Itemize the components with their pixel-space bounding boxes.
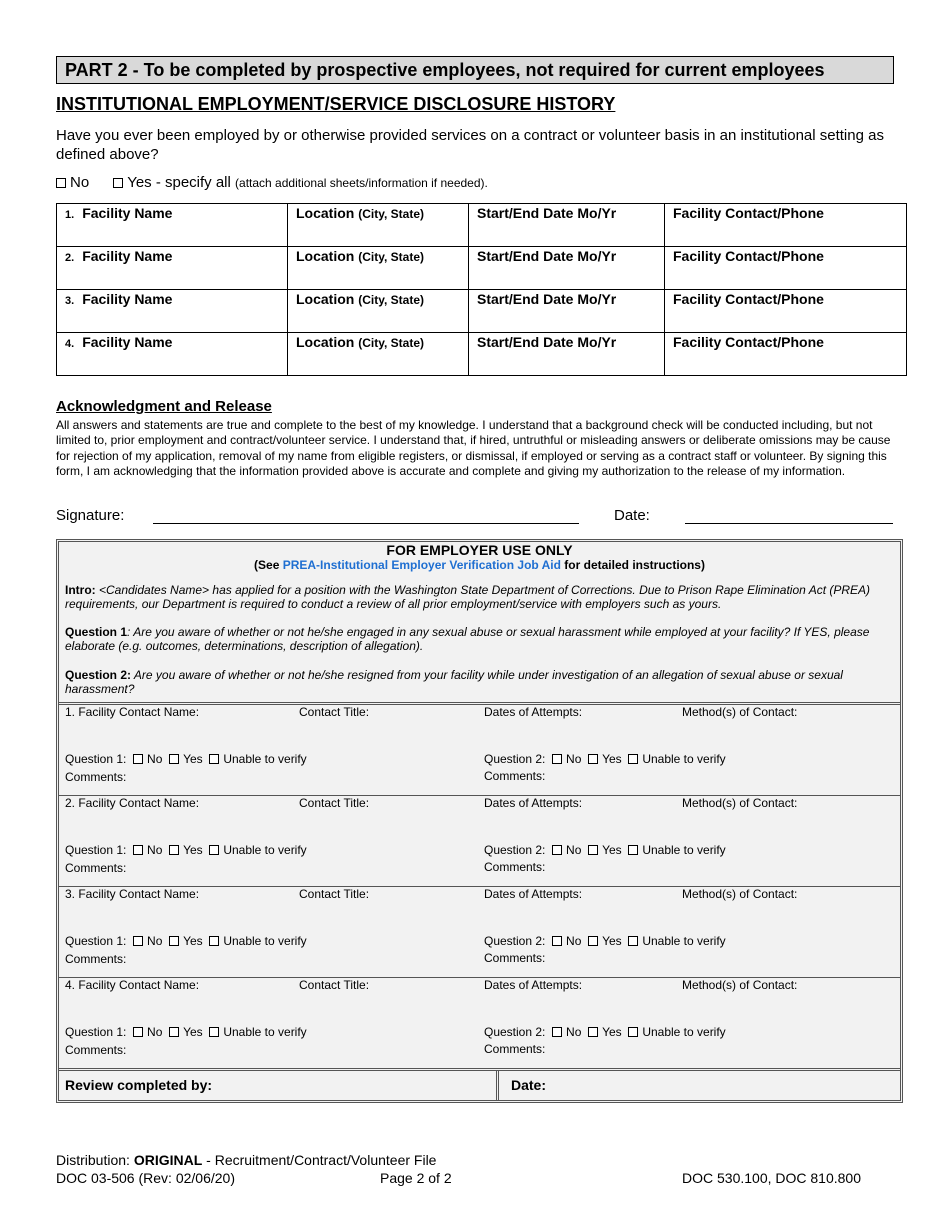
facility-name-label: Facility Name [82,248,173,264]
dates-label: Start/End Date Mo/Yr [477,205,617,221]
review-completed-label: Review completed by: [65,1077,213,1093]
dates-of-attempts-label: Dates of Attempts: [484,887,583,901]
opt-no: No [566,752,582,766]
facility-row [57,204,907,247]
q1-unable-checkbox[interactable] [209,754,219,764]
q1-no-checkbox[interactable] [133,845,143,855]
location-cell[interactable] [288,247,469,290]
opt-yes: Yes [183,752,203,766]
opt-yes: Yes [602,934,622,948]
question1-paragraph [65,625,885,653]
location-cell[interactable] [288,290,469,333]
opt-unable: Unable to verify [642,843,726,857]
question2-label: Question 2: [484,1025,546,1039]
policy-numbers: DOC 530.100, DOC 810.800 [682,1170,861,1186]
dates-cell[interactable] [469,290,665,333]
contact-block [58,796,901,887]
ack-body: All answers and statements are true and complete to the best of my knowledge. I understand that a background check will be conducted including, but not limited to, prior employment and contract/volunteer service. I understand that, if hired, untruthful or misleading answers or deliberate omissions may be cause for rejection of my application, removal of my name from eligible registers, or dismissal, if employed or serving as a contract staff or volunteer. By signing this form, I am acknowledging that the information provided above is accurate and complete and giving my authorization to the release of my information. [56,418,891,479]
facility-name-cell[interactable] [57,333,288,376]
opt-yes: Yes [602,843,622,857]
facility-row [57,247,907,290]
question2-row [484,843,726,857]
location-label: Location [296,291,355,307]
opt-no: No [147,752,163,766]
facility-name-label: Facility Name [82,334,173,350]
contact-label: Facility Contact/Phone [673,334,824,350]
employer-subtitle [56,558,903,572]
location-label: Location [296,205,355,221]
methods-of-contact-label: Method(s) of Contact: [682,705,798,719]
distribution-suffix: - Recruitment/Contract/Volunteer File [202,1152,437,1168]
opt-unable: Unable to verify [223,1025,307,1039]
signature-label: Signature: [56,507,125,524]
q2-unable-checkbox[interactable] [628,754,638,764]
employer-title: FOR EMPLOYER USE ONLY [386,542,573,558]
location-cell[interactable] [288,333,469,376]
q1-yes-checkbox[interactable] [169,936,179,946]
location-sub-label: (City, State) [358,293,425,307]
dates-of-attempts-label: Dates of Attempts: [484,796,583,810]
question2-row [484,1025,726,1039]
answer-row [56,174,488,191]
contact-block [58,887,901,978]
signature-line[interactable] [153,523,579,524]
question2-label: Question 2: [484,934,546,948]
methods-of-contact-label: Method(s) of Contact: [682,796,798,810]
contact-cell[interactable] [665,247,907,290]
review-divider [496,1070,499,1101]
q2-unable-checkbox[interactable] [628,1027,638,1037]
facility-row [57,290,907,333]
location-label: Location [296,248,355,264]
opt-unable: Unable to verify [642,1025,726,1039]
contact-block [58,978,901,1069]
opt-no: No [566,1025,582,1039]
intro-text: <Candidates Name> has applied for a position with the Washington State Department of Corrections. Due to Prison Rape Elimination Act (PREA) requirements, our Department is required to conduct a review of all prior employment/service with employers such as yours. [65,583,871,611]
opt-yes: Yes [602,1025,622,1039]
question1-row [65,1025,307,1039]
opt-yes: Yes [602,752,622,766]
dates-label: Start/End Date Mo/Yr [477,248,617,264]
comments-label: Comments: [65,861,127,875]
date-line[interactable] [685,523,893,524]
opt-unable: Unable to verify [223,934,307,948]
q1-unable-checkbox[interactable] [209,936,219,946]
dates-cell[interactable] [469,333,665,376]
question2-label: Question 2: [484,752,546,766]
dates-of-attempts-label: Dates of Attempts: [484,705,583,719]
comments-label: Comments: [65,1043,127,1057]
facility-name-label: Facility Name [82,205,173,221]
row-number: 4. [65,338,75,350]
contact-title-label: Contact Title: [299,887,370,901]
contact-label: Facility Contact/Phone [673,205,824,221]
yes-label: Yes - specify all [127,174,231,191]
location-sub-label: (City, State) [358,336,425,350]
q2-unable-checkbox[interactable] [628,845,638,855]
contact-title-label: Contact Title: [299,978,370,992]
answer-note: (attach additional sheets/information if needed). [235,176,488,190]
q1-yes-checkbox[interactable] [169,754,179,764]
question2-row [484,934,726,948]
q1-unable-checkbox[interactable] [209,1027,219,1037]
facility-name-cell[interactable] [57,290,288,333]
comments-label: Comments: [65,770,127,784]
yes-checkbox[interactable] [113,178,123,188]
page-number: Page 2 of 2 [380,1170,452,1186]
location-cell[interactable] [288,204,469,247]
dates-label: Start/End Date Mo/Yr [477,334,617,350]
q2-yes-checkbox[interactable] [588,845,598,855]
subtitle-before: (See [254,558,283,572]
contact-label: Facility Contact/Phone [673,248,824,264]
facility-contact-name-label: 2. Facility Contact Name: [65,796,200,810]
q2-yes-checkbox[interactable] [588,1027,598,1037]
question2-paragraph [65,668,885,696]
q2-yes-checkbox[interactable] [588,754,598,764]
dates-of-attempts-label: Dates of Attempts: [484,978,583,992]
comments-label: Comments: [484,769,546,783]
opt-unable: Unable to verify [642,752,726,766]
section-title: INSTITUTIONAL EMPLOYMENT/SERVICE DISCLOSURE HISTORY [56,94,616,114]
facility-contact-name-label: 3. Facility Contact Name: [65,887,200,901]
no-checkbox[interactable] [56,178,66,188]
facility-name-cell[interactable] [57,247,288,290]
opt-unable: Unable to verify [223,752,307,766]
dates-cell[interactable] [469,204,665,247]
question1-label: Question 1: [65,843,127,857]
date-label: Date: [614,507,650,524]
subtitle-after: for detailed instructions) [560,558,705,572]
opt-no: No [147,1025,163,1039]
intro-paragraph [65,583,885,611]
distribution-line [56,1152,436,1168]
q2-no-checkbox[interactable] [552,754,562,764]
ack-title: Acknowledgment and Release [56,398,272,415]
facility-name-cell[interactable] [57,204,288,247]
intro-label: Intro: [65,583,96,597]
q2-no-checkbox[interactable] [552,845,562,855]
q2-no-checkbox[interactable] [552,936,562,946]
form-number: DOC 03-506 (Rev: 02/06/20) [56,1170,235,1186]
location-sub-label: (City, State) [358,250,425,264]
location-label: Location [296,334,355,350]
contact-cell[interactable] [665,204,907,247]
q2-yes-checkbox[interactable] [588,936,598,946]
methods-of-contact-label: Method(s) of Contact: [682,887,798,901]
question1-label: Question 1: [65,934,127,948]
opt-unable: Unable to verify [642,934,726,948]
comments-label: Comments: [65,952,127,966]
question2-row [484,752,726,766]
comments-label: Comments: [484,951,546,965]
q1-text: : Are you aware of whether or not he/she engaged in any sexual abuse or sexual harassment while employed at your facility? If YES, please elaborate (e.g. outcomes, determinations, description of allegation). [65,625,870,653]
comments-label: Comments: [484,860,546,874]
part-header: PART 2 - To be completed by prospective employees, not required for current employees [56,56,894,84]
question2-label: Question 2: [484,843,546,857]
facility-contact-name-label: 1. Facility Contact Name: [65,705,200,719]
q1-unable-checkbox[interactable] [209,845,219,855]
contact-title-label: Contact Title: [299,796,370,810]
contact-title-label: Contact Title: [299,705,370,719]
question1-label: Question 1: [65,1025,127,1039]
opt-no: No [566,843,582,857]
q1-no-checkbox[interactable] [133,1027,143,1037]
q1-no-checkbox[interactable] [133,754,143,764]
facility-name-label: Facility Name [82,291,173,307]
q1-label: Question 1 [65,625,128,639]
dates-label: Start/End Date Mo/Yr [477,291,617,307]
q2-unable-checkbox[interactable] [628,936,638,946]
question1-label: Question 1: [65,752,127,766]
q2-text: Are you aware of whether or not he/she resigned from your facility while under investigation of an allegation of sexual abuse or sexual harassment? [65,668,843,696]
facility-contact-name-label: 4. Facility Contact Name: [65,978,200,992]
row-number: 1. [65,209,75,221]
divider [58,1068,901,1071]
q2-label: Question 2: [65,668,132,682]
contact-label: Facility Contact/Phone [673,291,824,307]
opt-yes: Yes [183,843,203,857]
q1-no-checkbox[interactable] [133,936,143,946]
distribution-prefix: Distribution: [56,1152,134,1168]
methods-of-contact-label: Method(s) of Contact: [682,978,798,992]
review-date-label: Date: [511,1077,547,1093]
opt-no: No [147,934,163,948]
opt-no: No [566,934,582,948]
dates-cell[interactable] [469,247,665,290]
job-aid-link[interactable]: PREA-Institutional Employer Verification Job Aid [282,558,561,572]
question1-row [65,752,307,766]
facility-row [57,333,907,376]
opt-yes: Yes [183,934,203,948]
comments-label: Comments: [484,1042,546,1056]
q2-no-checkbox[interactable] [552,1027,562,1037]
contact-cell[interactable] [665,290,907,333]
row-number: 2. [65,252,75,264]
question1-row [65,934,307,948]
disclosure-question: Have you ever been employed by or otherwise provided services on a contract or volunteer basis in an institutional setting as defined above? [56,127,884,163]
row-number: 3. [65,295,75,307]
q1-yes-checkbox[interactable] [169,1027,179,1037]
contact-cell[interactable] [665,333,907,376]
no-label: No [70,174,90,191]
q1-yes-checkbox[interactable] [169,845,179,855]
question1-row [65,843,307,857]
opt-no: No [147,843,163,857]
opt-yes: Yes [183,1025,203,1039]
contact-block [58,705,901,796]
facility-table [56,203,907,376]
location-sub-label: (City, State) [358,207,425,221]
opt-unable: Unable to verify [223,843,307,857]
distribution-bold: ORIGINAL [133,1152,203,1168]
